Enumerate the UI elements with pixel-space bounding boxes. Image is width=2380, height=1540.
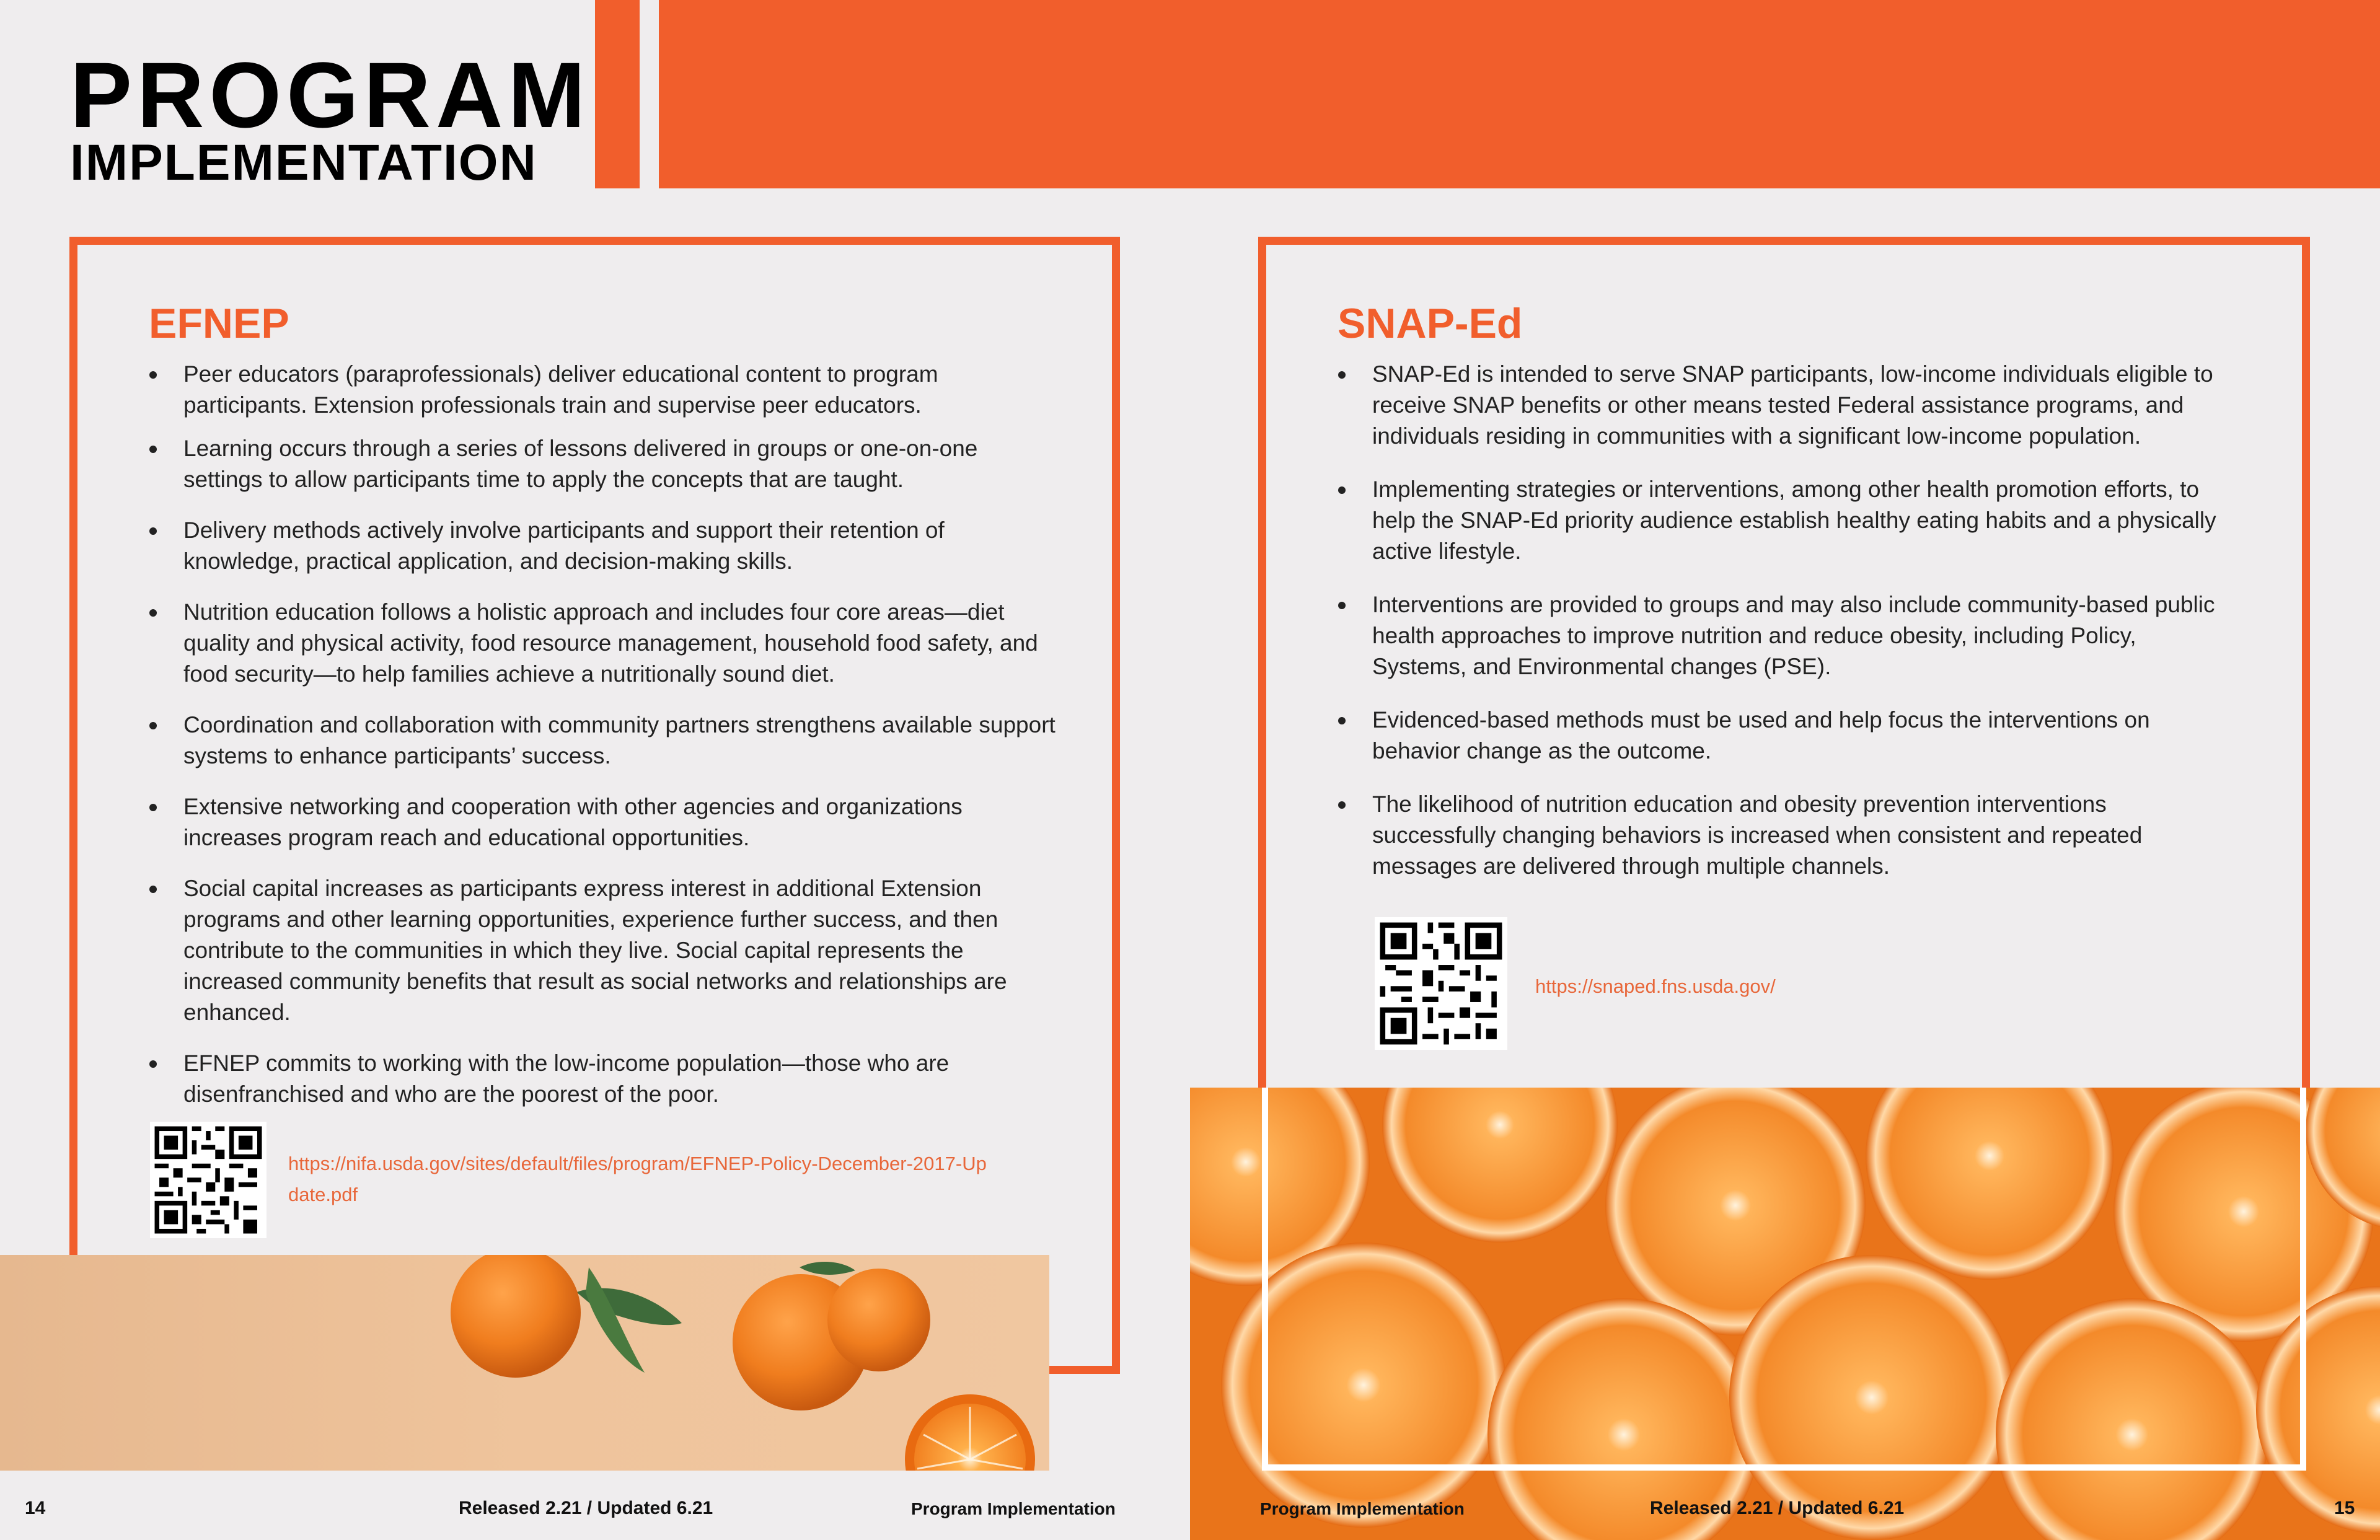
snaped-bullet: Implementing strategies or interventions, among other health promotion efforts, to help the SNAP-Ed priority audience establish healthy eating habits and a physically active lifestyle. <box>1336 474 2234 567</box>
snaped-bullet: Evidenced-based methods must be used and help focus the interventions on behavior change as the outcome. <box>1336 705 2234 767</box>
efnep-title: EFNEP <box>149 300 289 347</box>
snaped-bullet-list <box>1336 359 2234 882</box>
oranges-illustration <box>0 1255 1049 1471</box>
efnep-bullet: Learning occurs through a series of lessons delivered in groups or one-on-one settings to allow participants time to apply the concepts that are taught. <box>147 433 1058 495</box>
efnep-bullet: Nutrition education follows a holistic approach and includes four core areas—diet quality and physical activity, food resource management, household food safety, and food security—to help families achieve a nutritionally sound diet. <box>147 597 1058 690</box>
page-title-line2: IMPLEMENTATION <box>70 134 537 191</box>
snaped-title: SNAP-Ed <box>1338 300 1523 347</box>
accent-bar-small <box>595 0 640 188</box>
section-label-left: Program Implementation <box>911 1499 1116 1518</box>
efnep-bullet: EFNEP commits to working with the low-income population—those who are disenfranchised and who are the poorest of the poor. <box>147 1048 1058 1110</box>
snaped-bullet: The likelihood of nutrition education and obesity prevention interventions successfully changing behaviors is increased when consistent and repeated messages are delivered through multiple channels. <box>1336 789 2234 882</box>
efnep-bullet: Coordination and collaboration with community partners strengthens available support systems to enhance participants’ success. <box>147 710 1058 772</box>
efnep-bullet-list <box>147 359 1058 1110</box>
snaped-qr-code[interactable] <box>1375 917 1507 1050</box>
efnep-link-line1[interactable]: https://nifa.usda.gov/sites/default/files/program/EFNEP-Policy-December-2017-Up <box>288 1153 987 1174</box>
accent-bar-large <box>659 0 2380 188</box>
snaped-bullet: Interventions are provided to groups and may also include community-based public health approaches to improve nutrition and reduce obesity, including Policy, Systems, and Environmental changes (PSE). <box>1336 589 2234 682</box>
efnep-link[interactable] <box>288 1148 1063 1210</box>
page-title-line1: PROGRAM <box>70 43 591 147</box>
release-note-right: Released 2.21 / Updated 6.21 <box>1650 1498 1905 1518</box>
release-note-left: Released 2.21 / Updated 6.21 <box>459 1498 713 1518</box>
efnep-bullet: Peer educators (paraprofessionals) deliver educational content to program participants. Extension professionals train and supervise peer educators. <box>147 359 1058 421</box>
efnep-bullet: Extensive networking and cooperation with other agencies and organizations increases program reach and educational opportunities. <box>147 791 1058 853</box>
page-number-right: 15 <box>2334 1498 2355 1518</box>
oranges-photo-left <box>0 1255 1049 1471</box>
page-number-left: 14 <box>25 1498 46 1518</box>
section-label-right: Program Implementation <box>1260 1499 1465 1518</box>
image-overlay-frame <box>1262 1088 2306 1471</box>
snaped-bullet: SNAP-Ed is intended to serve SNAP participants, low-income individuals eligible to receive SNAP benefits or other means tested Federal assistance programs, and individuals residing in communities with a significant low-income population. <box>1336 359 2234 452</box>
efnep-link-line2[interactable]: date.pdf <box>288 1184 358 1205</box>
efnep-bullet: Delivery methods actively involve participants and support their retention of knowledge, practical application, and decision-making skills. <box>147 515 1058 577</box>
snaped-link[interactable]: https://snaped.fns.usda.gov/ <box>1535 975 1776 997</box>
efnep-bullet: Social capital increases as participants express interest in additional Extension programs and other learning opportunities, experience further success, and then contribute to the communities in which they live. Social capital represents the increased community benefits that result as social networks and relationships are enhanced. <box>147 873 1058 1028</box>
efnep-qr-code[interactable] <box>150 1122 267 1238</box>
